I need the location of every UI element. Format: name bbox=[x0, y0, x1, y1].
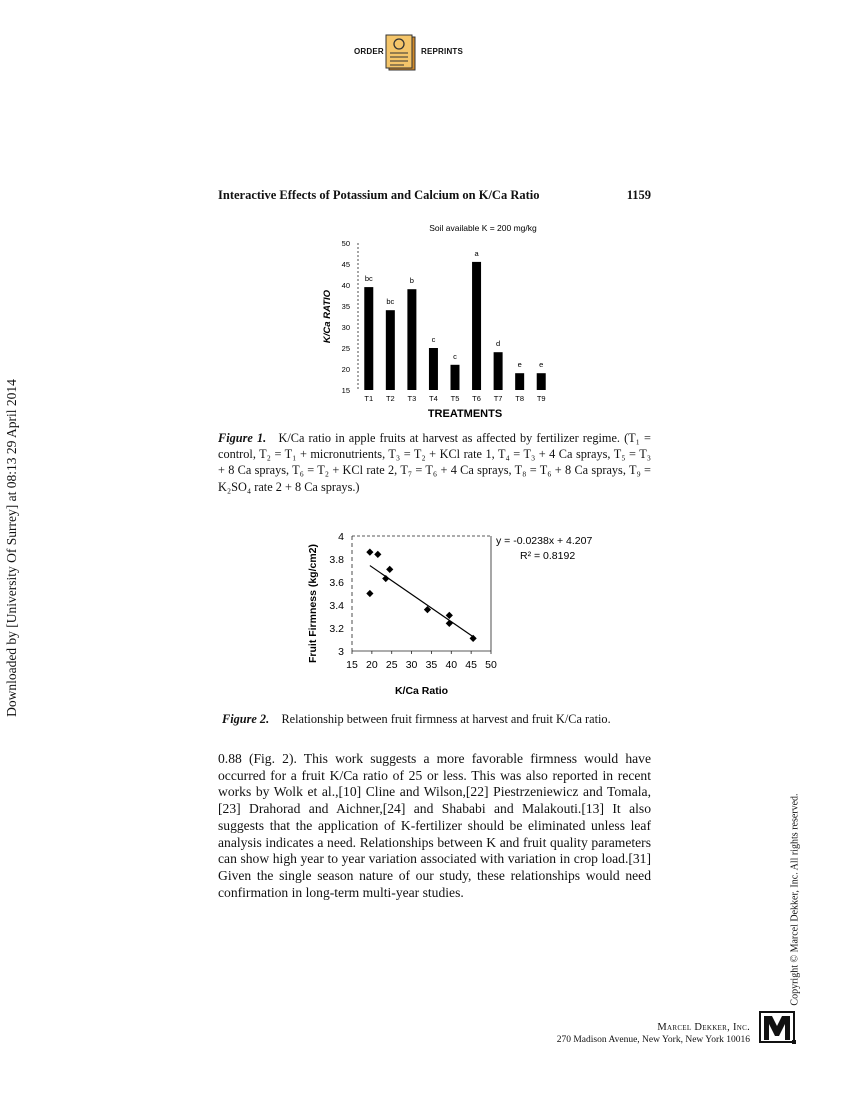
order-reprints-banner bbox=[354, 34, 464, 72]
y-tick-label: 3 bbox=[338, 646, 344, 658]
y-tick-label: 3.8 bbox=[329, 554, 344, 566]
figure-2-caption-text: Relationship between fruit firmness at harvest and fruit K/Ca ratio. bbox=[281, 712, 611, 726]
publisher-logo bbox=[758, 1010, 798, 1046]
figure-1-caption-text: K/Ca ratio in apple fruits at harvest as affected by fertilizer regime. (T₁ = control, T₂ = T₁ + micronutrients, T₃ = T₂ + KCl rate 1, T₄ = T₃ + 4 Ca sprays, T₅ = T₃ + 8 Ca sprays, T₆ = T₂ + KCl rate 2, T₇ = T₆ + 4 Ca sprays, T₈ = T₆ + 8 Ca sprays, T₉ = K₂SO₄ rate 2 + 8 Ca sprays.) bbox=[218, 431, 651, 494]
bar-letter-label: d bbox=[496, 339, 501, 349]
y-tick-label: 15 bbox=[341, 386, 350, 395]
x-tick-label: T2 bbox=[385, 394, 395, 403]
x-tick-label: T4 bbox=[429, 394, 438, 403]
y-tick-label: 30 bbox=[341, 323, 350, 332]
y-tick-label: 35 bbox=[341, 302, 350, 311]
y-axis-label: Fruit Firmness (kg/cm2) bbox=[307, 543, 319, 664]
publisher-footer bbox=[540, 1022, 750, 1046]
figure-1-label: Figure 1. bbox=[218, 431, 267, 445]
x-tick-label: T3 bbox=[407, 394, 417, 403]
running-title: Interactive Effects of Potassium and Calcium on K/Ca Ratio bbox=[218, 188, 540, 202]
x-tick-label: 50 bbox=[485, 659, 497, 671]
x-axis-label: K/Ca Ratio bbox=[394, 685, 449, 697]
chart-title: Soil available K = 200 mg/kg bbox=[429, 223, 537, 233]
copyright-stamp: Copyright © Marcel Dekker, Inc. All rights reserved. bbox=[789, 793, 801, 1006]
bar-T5 bbox=[451, 365, 460, 390]
figure-2-label: Figure 2. bbox=[222, 712, 270, 726]
data-point bbox=[382, 575, 389, 582]
x-tick-label: 40 bbox=[445, 659, 458, 671]
body-paragraph: 0.88 (Fig. 2). This work suggests a more favorable firmness would have occurred for a fruit K/Ca ratio of 25 or less. This was also reported in recent works by Wolk et al.,[10] Cline and Wilson,[22] Piestrzeniewicz and Tomala,[23] Drahorad and Aichner,[24] and Shababi and Malakouti.[13] It also suggests that the application of K-fertilizer should be eliminated unless leaf analysis indicates a need. Relationships between K and fruit quality parameters can show high year to year variation associated with variation in crop load.[31] Given the single season nature of our study, these relationships would need confirmation in long-term multi-year studies. bbox=[218, 751, 651, 900]
bar-letter-label: c bbox=[431, 335, 436, 344]
data-point bbox=[386, 566, 393, 573]
y-tick-label: 4 bbox=[338, 531, 344, 543]
bar-T4 bbox=[429, 348, 438, 390]
bar-letter-label: e bbox=[539, 360, 544, 370]
figure-1-bar-chart bbox=[300, 220, 570, 425]
x-tick-label: 15 bbox=[346, 659, 358, 671]
bar-T3 bbox=[407, 289, 416, 390]
y-axis-label: K/Ca RATIO bbox=[322, 289, 333, 344]
y-tick-label: 25 bbox=[341, 344, 350, 353]
y-tick-label: 20 bbox=[341, 365, 350, 374]
figure-2-caption bbox=[222, 711, 652, 727]
document-icon[interactable] bbox=[385, 34, 417, 72]
bar-T8 bbox=[515, 373, 524, 390]
data-point bbox=[470, 635, 477, 642]
y-tick-label: 3.6 bbox=[329, 577, 344, 589]
y-tick-label: 50 bbox=[341, 239, 350, 248]
x-tick-label: T8 bbox=[515, 394, 525, 403]
x-tick-label: T6 bbox=[472, 394, 481, 403]
x-tick-label: 20 bbox=[366, 659, 378, 671]
y-tick-label: 40 bbox=[341, 281, 350, 290]
reprints-link[interactable]: REPRINTS bbox=[421, 47, 464, 56]
x-tick-label: T1 bbox=[364, 394, 374, 403]
bar-letter-label: a bbox=[474, 248, 479, 258]
x-tick-label: T5 bbox=[450, 394, 460, 403]
bar-letter-label: e bbox=[517, 360, 522, 370]
bar-letter-label: bc bbox=[364, 274, 373, 284]
x-axis-label: TREATMENTS bbox=[427, 408, 503, 420]
x-tick-label: 30 bbox=[405, 659, 418, 671]
y-tick-label: 3.2 bbox=[329, 623, 344, 635]
publisher-address: 270 Madison Avenue, New York, New York 10016 bbox=[556, 1035, 750, 1045]
y-tick-label: 45 bbox=[341, 260, 350, 269]
x-tick-label: T7 bbox=[493, 394, 503, 403]
x-tick-label: 35 bbox=[425, 659, 438, 671]
data-point bbox=[366, 590, 373, 597]
figure-2-scatter-chart bbox=[300, 525, 620, 700]
page-number: 1159 bbox=[626, 188, 651, 202]
bar-T1 bbox=[364, 287, 373, 390]
y-tick-label: 3.4 bbox=[329, 600, 344, 612]
x-tick-label: T9 bbox=[536, 394, 546, 403]
trendline-equation: y = -0.0238x + 4.207 bbox=[496, 535, 593, 547]
order-link[interactable]: ORDER bbox=[354, 47, 384, 56]
bar-letter-label: b bbox=[409, 276, 414, 286]
bar-letter-label: bc bbox=[386, 297, 395, 307]
r-squared-label: R² = 0.8192 bbox=[520, 550, 576, 562]
bar-T2 bbox=[386, 310, 395, 390]
data-point bbox=[374, 551, 381, 558]
bar-T6 bbox=[472, 262, 481, 390]
data-point bbox=[366, 549, 373, 556]
bar-T9 bbox=[537, 373, 546, 390]
bar-T7 bbox=[494, 352, 503, 390]
download-stamp: Downloaded by [University Of Surrey] at 08:13 29 April 2014 bbox=[4, 379, 19, 717]
bar-letter-label: c bbox=[453, 351, 457, 361]
publisher-name: Marcel Dekker, Inc. bbox=[657, 1022, 750, 1033]
data-point bbox=[446, 620, 453, 627]
x-tick-label: 45 bbox=[465, 659, 477, 671]
x-tick-label: 25 bbox=[385, 659, 398, 671]
figure-1-caption bbox=[218, 430, 651, 495]
